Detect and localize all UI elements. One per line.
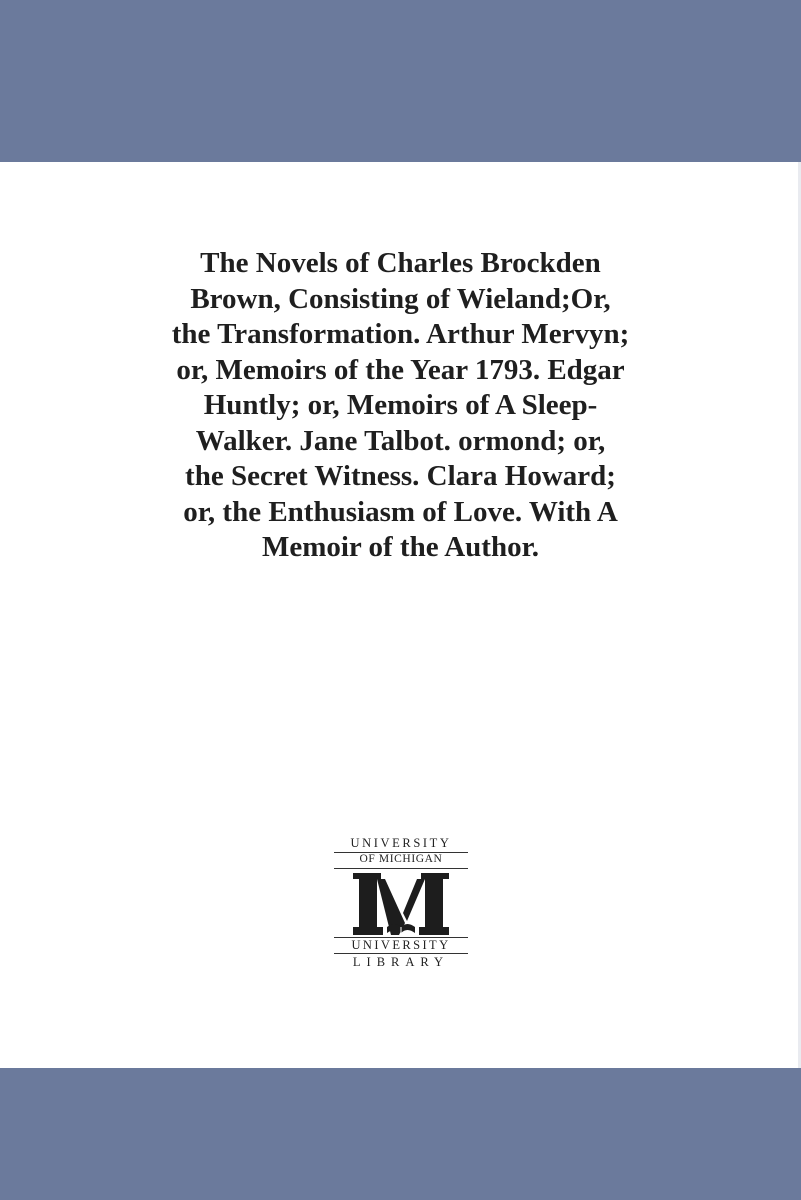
university-library-logo	[328, 836, 474, 970]
bottom-color-band	[0, 1068, 801, 1200]
title-line: The Novels of Charles Brockden	[200, 247, 601, 279]
title-line: the Transformation. Arthur Mervyn;	[171, 318, 630, 350]
logo-text-library: LIBRARY	[352, 955, 450, 969]
logo-text-university: UNIVERSITY	[350, 836, 452, 850]
title-line: Brown, Consisting of Wieland;Or,	[190, 282, 611, 315]
logo-text-of-michigan: OF MICHIGAN	[359, 853, 443, 865]
top-color-band	[0, 0, 801, 162]
title-line: Memoir of the Author.	[261, 531, 540, 563]
book-title	[120, 246, 681, 566]
logo-rule	[334, 953, 468, 954]
title-line: the Secret Witness. Clara Howard;	[185, 460, 616, 492]
title-line: Huntly; or, Memoirs of A Sleep-	[203, 389, 598, 421]
logo-text-university: UNIVERSITY	[351, 938, 451, 952]
logo-rule	[334, 868, 468, 869]
title-line: or, Memoirs of the Year 1793. Edgar	[176, 353, 625, 386]
block-m-emblem-icon	[351, 871, 451, 937]
title-line: or, the Enthusiasm of Love. With A	[183, 495, 618, 528]
title-line: Walker. Jane Talbot. ormond; or,	[195, 424, 606, 457]
